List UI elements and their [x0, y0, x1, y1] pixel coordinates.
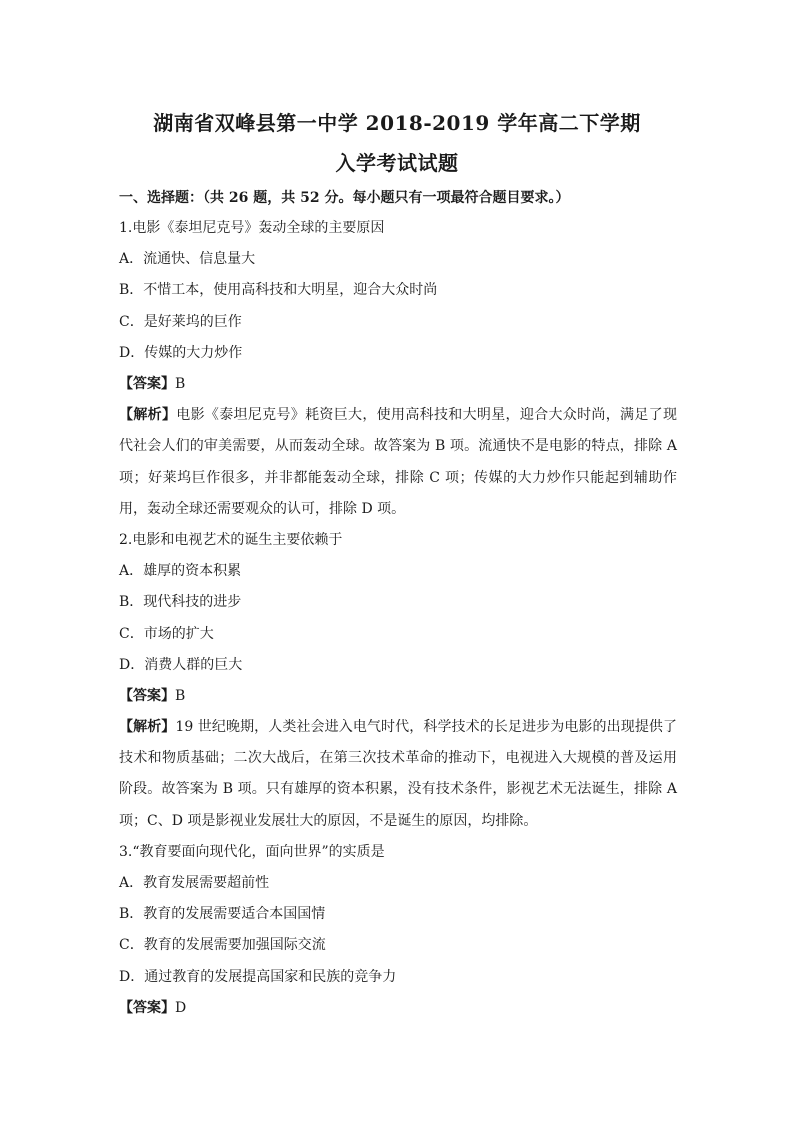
question-2 — [119, 525, 677, 837]
answer-line — [119, 681, 677, 712]
question-stem: 3.“教育要面向现代化，面向世界”的实质是 — [119, 843, 385, 860]
option-a: A．流通快、信息量大 — [119, 251, 256, 268]
answer-value: B — [175, 375, 186, 392]
answer-label: 【答案】 — [119, 375, 175, 392]
answer-line — [119, 993, 677, 1024]
answer-label: 【答案】 — [119, 687, 175, 704]
document-subtitle: 入学考试试题 — [335, 151, 459, 175]
section-heading: 一、选择题：（共 26 题，共 52 分。每小题只有一项最符合题目要求。） — [119, 190, 570, 206]
option-c: C．教育的发展需要加强国际交流 — [119, 937, 326, 954]
answer-value: B — [175, 687, 186, 704]
option-d: D．传媒的大力炒作 — [119, 344, 243, 361]
question-list — [119, 213, 677, 1024]
option-b: B．不惜工本，使用高科技和大明星，迎合大众时尚 — [119, 282, 438, 299]
option-a: A．教育发展需要超前性 — [119, 875, 270, 892]
option-d: D．消费人群的巨大 — [119, 656, 243, 673]
question-1 — [119, 213, 677, 525]
question-stem: 2.电影和电视艺术的诞生主要依赖于 — [119, 531, 343, 548]
analysis-label: 【解析】 — [119, 407, 177, 424]
answer-value: D — [175, 999, 187, 1016]
option-c: C．市场的扩大 — [119, 625, 214, 642]
question-stem: 1.电影《泰坦尼克号》轰动全球的主要原因 — [119, 220, 385, 236]
option-b: B．现代科技的进步 — [119, 594, 242, 611]
analysis-label: 【解析】 — [119, 719, 176, 736]
option-a: A．雄厚的资本积累 — [119, 563, 242, 580]
analysis-text: 19 世纪晚期，人类社会进入电气时代，科学技术的长足进步为电影的出现提供了技术和物质基础；二次大战后，在第三次技术革命的推动下，电视进入大规模的普及运用阶段。故答案为 B 项。只有雄厚的资本积累，没有技术条件，影视艺术无法诞生，排除 A 项；C、D 项是影视业发展壮大的原因，不是诞生的原因，均排除。 — [119, 719, 678, 829]
question-3 — [119, 837, 677, 1024]
analysis-text: 电影《泰坦尼克号》耗资巨大，使用高科技和大明星，迎合大众时尚，满足了现代社会人们的审美需要，从而轰动全球。故答案为 B 项。流通快不是电影的特点，排除 A 项；好莱坞巨作很多，并非都能轰动全球，排除 C 项；传媒的大力炒作只能起到辅助作用，轰动全球还需要观众的认可，排除 D 项。 — [119, 407, 678, 517]
analysis-paragraph — [119, 400, 677, 525]
option-b: B．教育的发展需要适合本国国情 — [119, 906, 326, 923]
answer-line — [119, 369, 677, 400]
option-c: C．是好莱坞的巨作 — [119, 313, 242, 330]
analysis-paragraph — [119, 712, 677, 837]
document-title: 湖南省双峰县第一中学 2018-2019 学年高二下学期 — [153, 111, 641, 135]
option-d: D．通过教育的发展提高国家和民族的竞争力 — [119, 968, 397, 985]
answer-label: 【答案】 — [119, 999, 175, 1016]
